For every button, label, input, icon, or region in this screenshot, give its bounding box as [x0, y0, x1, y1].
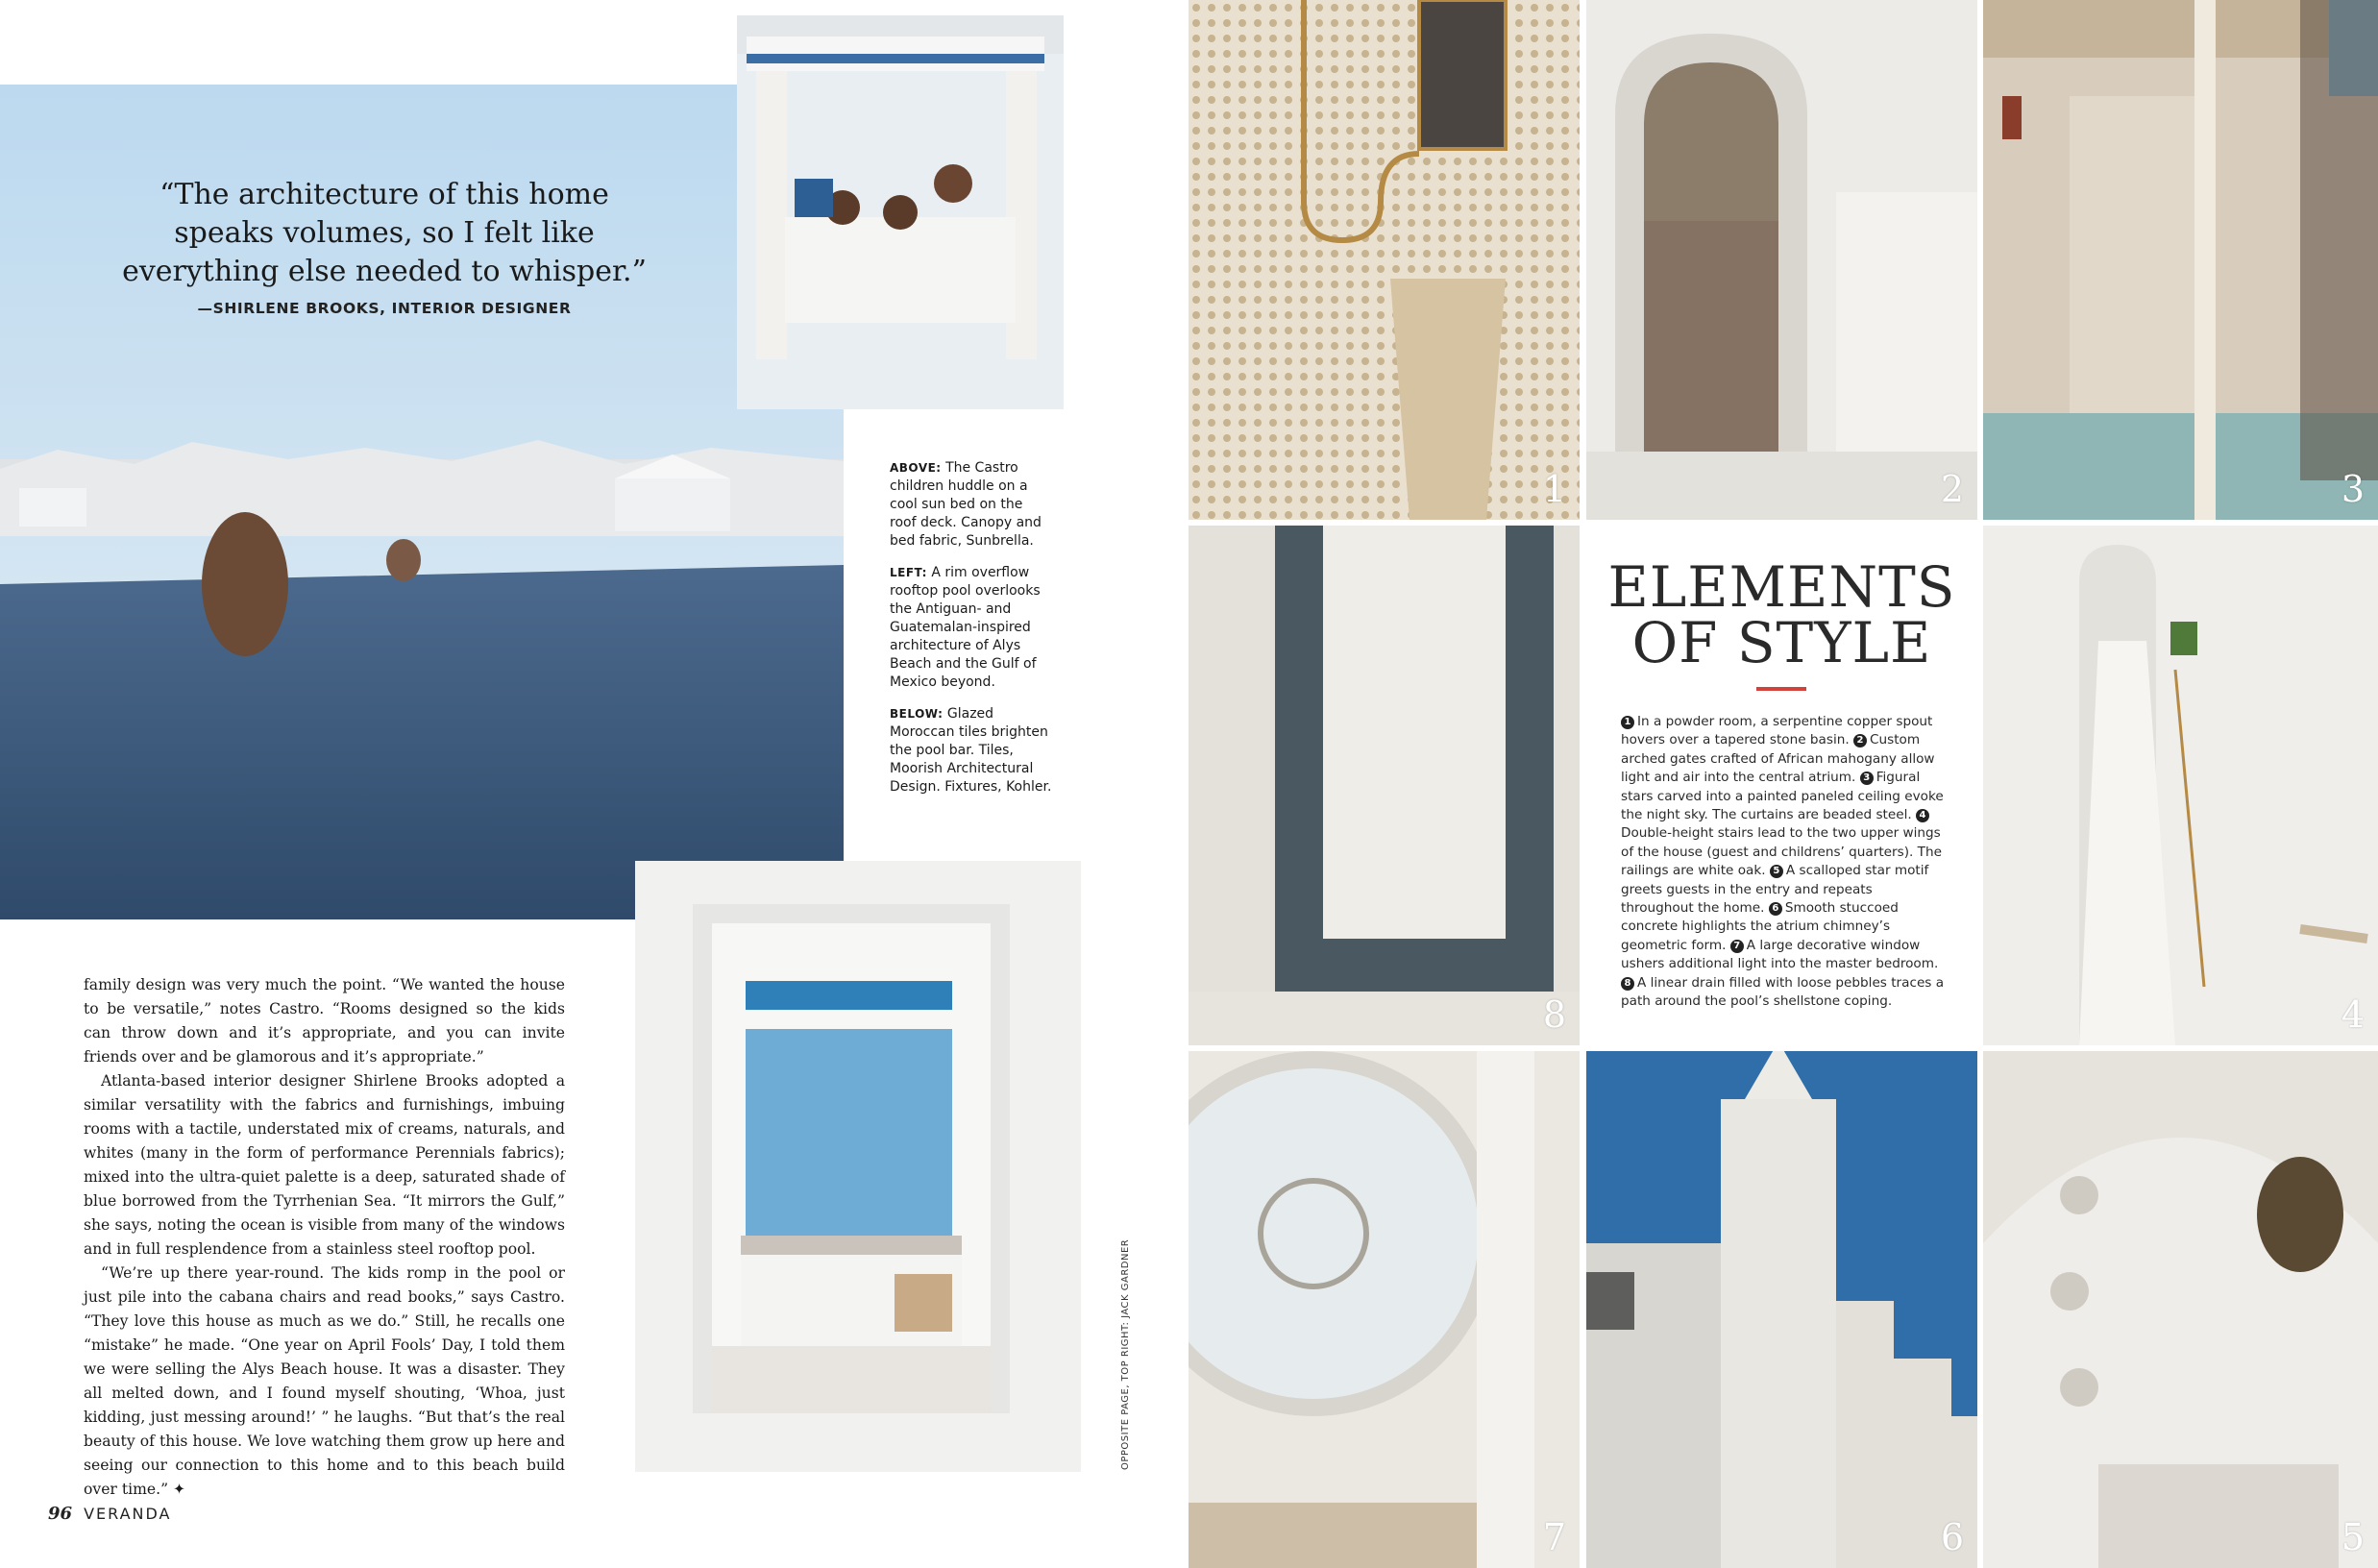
- photo-number: 5: [2341, 1516, 2365, 1558]
- magazine-name: VERANDA: [84, 1505, 172, 1523]
- page-number: 96: [48, 1504, 73, 1524]
- pool-bar-photo: [635, 861, 1081, 1472]
- photo-8-pebble-drain: [1189, 526, 1580, 1045]
- pull-quote-line: speaks volumes, so I felt like: [174, 216, 595, 250]
- photo-5-entry-star: [1983, 1051, 2378, 1568]
- photo-number: 7: [1542, 1516, 1566, 1558]
- caption-below: BELOW: Glazed Moroccan tiles brighten the pool bar. Tiles, Moorish Architectural Design. Fixtures, Kohler.: [890, 706, 1052, 795]
- caption-above: ABOVE: The Castro children huddle on a cool sun bed on the roof deck. Canopy and bed fabric, Sunbrella.: [890, 460, 1042, 549]
- pull-quote: [115, 176, 653, 291]
- pull-quote-line: “The architecture of this home: [159, 178, 609, 211]
- photo-number: 4: [2341, 993, 2365, 1036]
- photo-number: 2: [1940, 468, 1964, 510]
- body-paragraph: family design was very much the point. “We wanted the house to be versatile,” notes Castro. “Rooms designed so the kids can throw down and it’s appropriate, and you can invite friends over and be glamorous and it’s appropriate.”: [84, 976, 565, 1066]
- photo-1-powder-room: [1189, 0, 1580, 520]
- element-item: 2 Custom arched gates crafted of African mahogany allow light and air into the central atrium.: [1621, 732, 1935, 786]
- canopy-bed-photo: [737, 15, 1064, 409]
- elements-title: [1586, 554, 1977, 675]
- body-paragraph: Atlanta-based interior designer Shirlene Brooks adopted a similar versatility with the fabrics and furnishings, imbuing rooms with a tactile, understated mix of creams, naturals, and whites (many in the form of performance Perennials fabrics); mixed into the ultra-quiet palette is a deep, saturated shade of blue borrowed from the Tyrrhenian Sea. “It mirrors the Gulf,” she says, noting the ocean is visible from many of the windows and in full resplendence from a stainless steel rooftop pool.: [84, 1072, 565, 1258]
- photo-number: 8: [1542, 993, 1566, 1036]
- article-body: [84, 973, 565, 1502]
- body-paragraph: “We’re up there year-round. The kids romp in the pool or just pile into the cabana chairs and read books,” says Castro. “They love this house as much as we do.” Still, he recalls one “mistake” he made. “One year on April Fools’ Day, I told them we were selling the Alys Beach house. It was a disaster. They all melted down, and I found myself shouting, ‘Whoa, just kidding, just messing around!’ ” he laughs. “But that’s the real beauty of this house. We love watching them grow up here and seeing our connection to this home and to this beach build over time.” ✦: [84, 1264, 565, 1498]
- element-item: 4Double-height stairs lead to the two upper wings of the house (guest and childrens’ quarters). The railings are white oak.: [1621, 810, 1942, 879]
- element-item: 7 A large decorative window ushers additional light into the master bedroom.: [1621, 937, 1939, 972]
- element-item: 6 Smooth stuccoed concrete highlights the atrium chimney’s geometric form.: [1621, 900, 1899, 953]
- folio: [48, 1504, 171, 1524]
- elements-title-line: OF STYLE: [1631, 610, 1932, 675]
- quote-attribution: —SHIRLENE BROOKS, INTERIOR DESIGNER: [197, 300, 572, 317]
- element-item: 1 In a powder room, a serpentine copper spout hovers over a tapered stone basin.: [1621, 714, 1933, 748]
- photo-2-arched-gates: [1586, 0, 1977, 520]
- photo-number: 6: [1940, 1516, 1964, 1558]
- elements-title-line: ELEMENTS: [1607, 554, 1956, 620]
- photo-credit: OPPOSITE PAGE, TOP RIGHT: JACK GARDNER: [1120, 1238, 1131, 1470]
- elements-list: [1621, 713, 1948, 1012]
- photo-number: 1: [1542, 468, 1566, 510]
- photo-3-atrium: [1983, 0, 2378, 520]
- photo-number: 3: [2341, 468, 2365, 510]
- pull-quote-line: everything else needed to whisper.”: [122, 255, 647, 288]
- photo-4-stairs: [1983, 526, 2378, 1045]
- photo-captions: [890, 459, 1053, 810]
- photo-6-chimney: [1586, 1051, 1977, 1568]
- photo-7-round-window: [1189, 1051, 1580, 1568]
- element-item: 3 Figural stars carved into a painted paneled ceiling evoke the night sky. The curtains are beaded steel.: [1621, 770, 1944, 823]
- element-item: 8 A linear drain filled with loose pebbles traces a path around the pool’s shellstone coping.: [1621, 974, 1945, 1010]
- caption-left: LEFT: A rim overflow rooftop pool overlooks the Antiguan- and Guatemalan-inspired architecture of Alys Beach and the Gulf of Mexico beyond.: [890, 565, 1041, 690]
- element-item: 5 A scalloped star motif greets guests in the entry and repeats throughout the home.: [1621, 863, 1929, 917]
- title-rule: [1756, 687, 1806, 691]
